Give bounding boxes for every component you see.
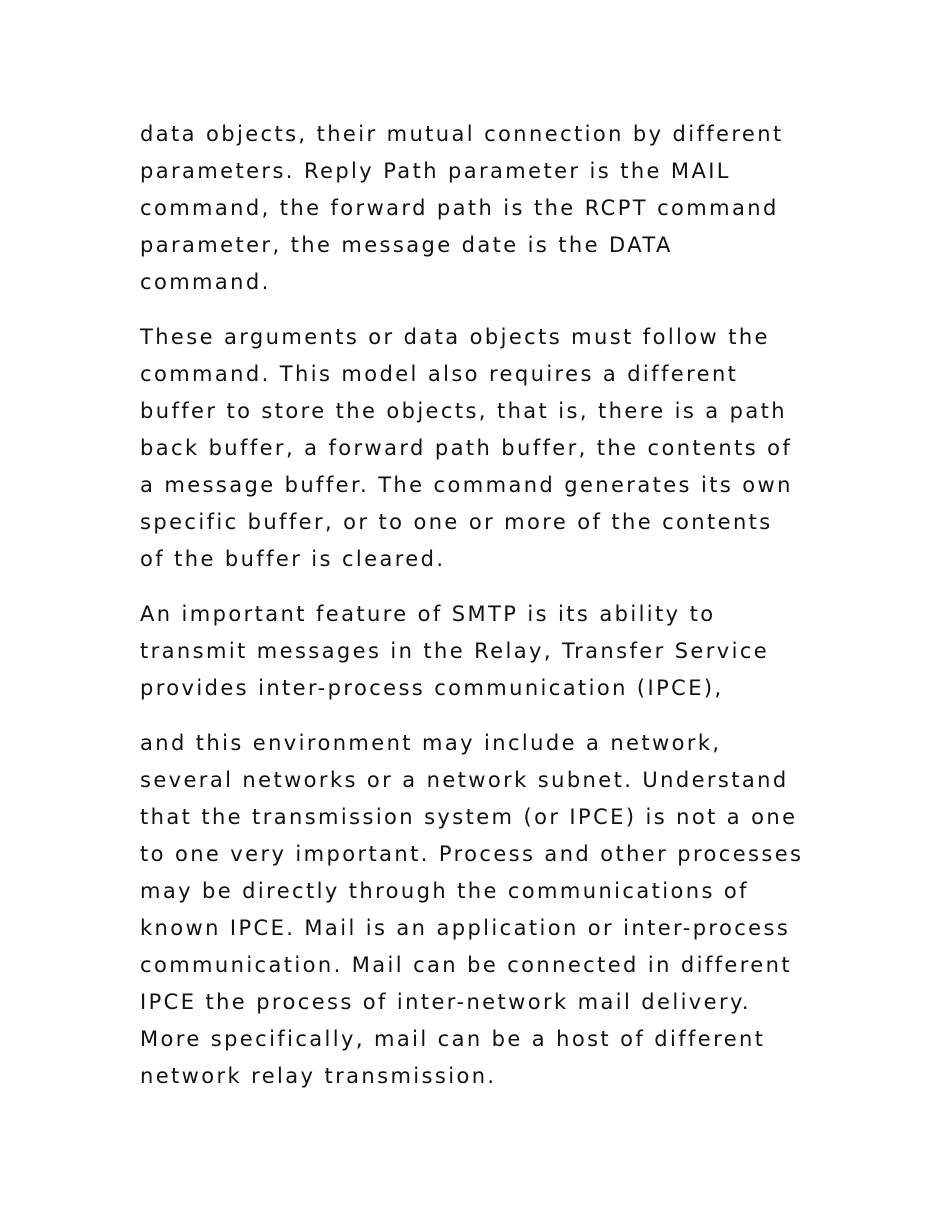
paragraph-3 [140,596,830,707]
text-line: transmit messages in the Relay, Transfer Service [140,639,770,663]
text-line: that the transmission system (or IPCE) is not a one [140,805,798,829]
paragraph-1 [140,116,830,301]
text-line: parameters. Reply Path parameter is the MAIL [140,159,731,183]
text-line: to one very important. Process and other processes [140,842,804,866]
text-line: These arguments or data objects must follow the [140,325,770,349]
text-line: communication. Mail can be connected in different [140,953,792,977]
text-line: several networks or a network subnet. Understand [140,768,789,792]
text-line: IPCE the process of inter-network mail delivery. [140,990,751,1014]
text-line: and this environment may include a network, [140,731,722,755]
text-line: of the buffer is cleared. [140,547,446,571]
text-line: a message buffer. The command generates its own [140,473,793,497]
text-line: buffer to store the objects, that is, there is a path [140,399,787,423]
text-line: command, the forward path is the RCPT command [140,196,779,220]
text-line: More specifically, mail can be a host of different [140,1027,766,1051]
text-line: data objects, their mutual connection by different [140,122,784,146]
paragraph-2 [140,319,830,578]
text-line: network relay transmission. [140,1064,497,1088]
text-line: parameter, the message date is the DATA [140,233,673,257]
text-line: known IPCE. Mail is an application or inter-process [140,916,791,940]
body-text [140,116,830,1095]
text-line: provides inter-process communication (IPCE), [140,676,724,700]
text-line: may be directly through the communications of [140,879,749,903]
text-line: An important feature of SMTP is its ability to [140,602,716,626]
text-line: command. [140,270,271,294]
text-line: command. This model also requires a different [140,362,739,386]
paragraph-4 [140,725,830,1095]
text-line: back buffer, a forward path buffer, the contents of [140,436,793,460]
text-line: specific buffer, or to one or more of the contents [140,510,773,534]
